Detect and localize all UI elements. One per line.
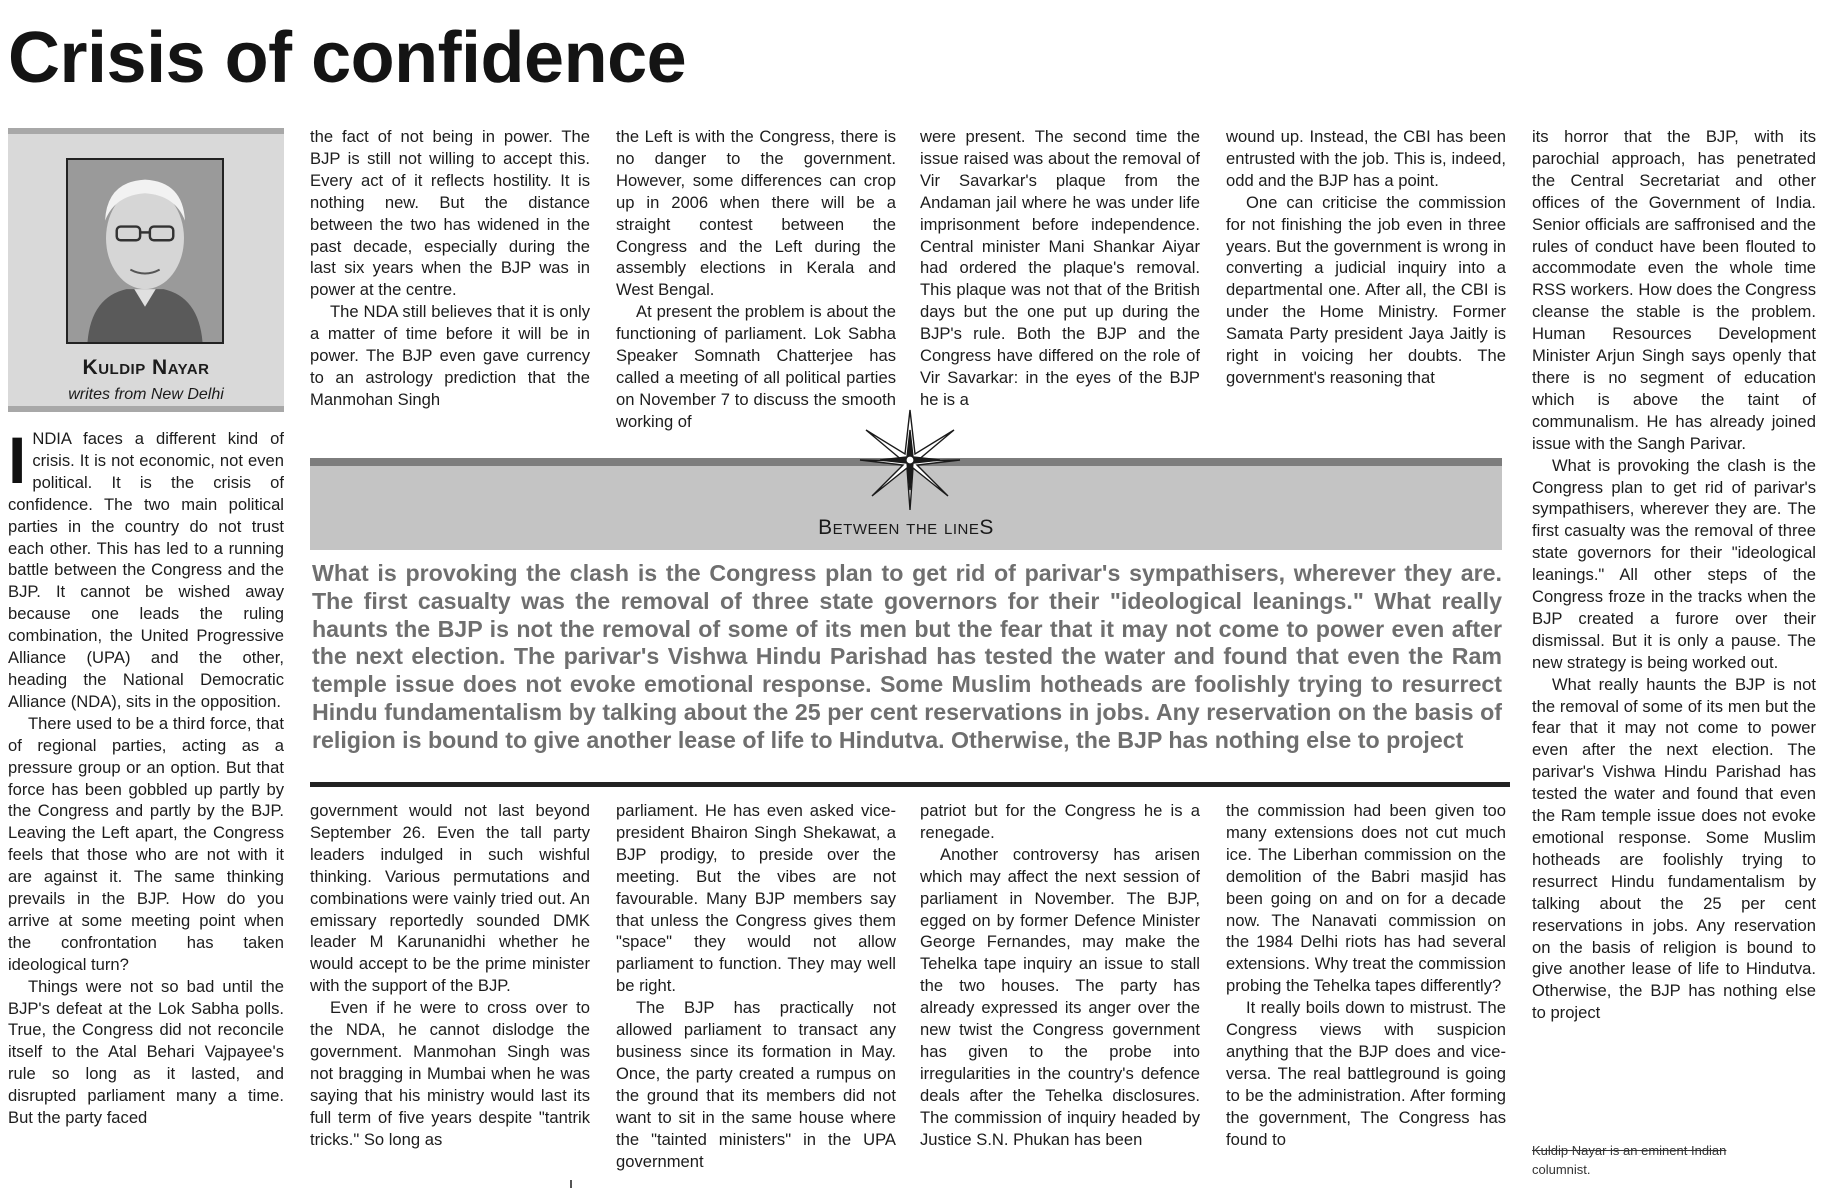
body-paragraph: Even if he were to cross over to the NDA, he cannot dislodge the government. Manmohan Singh was not bragging in Mumbai when he was saying that his ministry would last its full term of five years despite "tantrik tricks." So long as [310,998,590,1149]
body-paragraph: There used to be a third force, that of regional parties, acting as a pressure group or an option. But that force has been gobbled up partly by the Congress and partly by the BJP. Leaving the Left apart, the Congress feels that those who are not with it are against it. The same thinking prevails in the BJP. How do you arrive at some meeting point when the confrontation has taken ideological turn? [8,713,284,974]
headline: Crisis of confidence [8,18,687,98]
body-paragraph: patriot but for the Congress he is a renegade. [920,801,1200,842]
drop-cap: I [8,428,27,497]
body-paragraph: were present. The second time the issue raised was about the removal of Vir Savarkar's plaque from the Andaman jail where he was under life imprisonment before independence. Central minister Mani Shankar Aiyar had ordered the plaque's removal. This plaque was not that of the British days but the one put up during the BJP's rule. Both the BJP and the Congress have differed on the role of Vir Savarkar: in the eyes of the BJP he is a [920,127,1200,409]
author-footnote: Kuldip Nayar is an eminent Indian columnist. [1532,1143,1727,1177]
body-column-5-bottom [1226,800,1506,1180]
author-name: Kuldip Nayar [82,356,210,379]
body-paragraph: government would not last beyond September 26. Even the tall party leaders indulged in such wishful thinking. Various permutations and combinations were vainly tried out. An emissary reportedly sounded DMK leader M Karunanidhi whether he would accept to be the prime minister with the support of the BJP. [310,801,590,996]
author-photo [66,158,224,344]
body-paragraph: What is provoking the clash is the Congress plan to get rid of parivar's sympathisers, wherever they are. The first casualty was the removal of three state governors for their "ideological leanings." All other steps of the Congress froze in the tracks when the BJP created a furore over their dismissal. But it is only a pause. The new strategy is being worked out. [1532,455,1816,672]
body-column-4-top [920,126,1200,434]
body-paragraph: Things were not so bad until the BJP's defeat at the Lok Sabha polls. True, the Congress did not reconcile itself to the Atal Behari Vajpayee's rule so long as it lasted, and disrupted parliament many a time. But the party faced [8,976,284,1128]
body-paragraph: What really haunts the BJP is not the removal of some of its men but the fear that it may not come to power even after the next election. The parivar's Vishwa Hindu Parishad has tested the water and found that even the Ram temple issue does not evoke emotional response. Some Muslim hotheads are foolishly trying to resurrect Hindu fundamentalism by talking about the 25 per cent reservations in jobs. Any reservation on the basis of religion is bound to give another lease of life to Hindutva. Otherwise, the BJP has nothing else to project [1532,674,1816,1023]
body-column-4-bottom [920,800,1200,1180]
body-column-2-top [310,126,590,434]
body-paragraph: the commission had been given too many extensions does not cut much ice. The Liberhan commission on the demolition of the Babri masjid has been going on and on for a decade now. The Nanavati commission on the 1984 Delhi riots has had several extensions. Why treat the commission probing the Tehelka tapes differently? [1226,801,1506,996]
author-box [8,128,284,412]
body-column-2-bottom [310,800,590,1180]
body-paragraph: It really boils down to mistrust. The Congress views with suspicion anything that the BJP does and vice-versa. The real battleground is going to be the administration. After forming the government, The Congress has found to [1226,998,1506,1149]
body-paragraph: One can criticise the commission for not finishing the job even in three years. But the government is wrong in converting a judicial inquiry into a departmental one. After all, the CBI is under the Home Ministry. Former Samata Party president Jaya Jaitly is right in voicing her doubts. The government's reasoning that [1226,192,1506,387]
body-column-3-top [616,126,896,434]
pull-quote: What is provoking the clash is the Congress plan to get rid of parivar's sympathisers, wherever they are. The first casualty was the removal of three state governors for their "ideological leanings." What really haunts the BJP is not the removal of some of its men but the fear that it may not come to power even after the next election. The parivar's Vishwa Hindu Parishad has tested the water and found that even the Ram temple issue does not evoke emotional response. Some Muslim hotheads are foolishly trying to resurrect Hindu fundamentalism by talking about the 25 per cent reservations in jobs. Any reservation on the basis of religion is bound to give another lease of life to Hindutva. Otherwise, the BJP has nothing else to project [312,560,1502,753]
body-paragraph: parliament. He has even asked vice-president Bhairon Singh Shekawat, a BJP prodigy, to preside over the meeting. But the vibes are not favourable. Many BJP members say that unless the Congress gives them "space" they would not allow parliament to function. They may well be right. [616,801,896,996]
body-column-3-bottom [616,800,896,1180]
body-paragraph: its horror that the BJP, with its parochial approach, has penetrated the Central Secretariat and other offices of the Government of India. Senior officials are saffronised and the rules of conduct have been flouted to accommodate even the whole time RSS workers. How does the Congress cleanse the stable is the problem. Human Resources Development Minister Arjun Singh says openly that there is no segment of education which is above the taint of communalism. He has already joined issue with the Sangh Parivar. [1532,127,1816,453]
divider-rule [310,782,1510,787]
page-mark [570,1180,572,1188]
body-paragraph: the fact of not being in power. The BJP is still not willing to accept this. Every act of it reflects hostility. It is nothing new. But the distance between the two has widened in the past decade, especially during the last six years when the BJP was in power at the centre. [310,127,590,300]
body-paragraph: The BJP has practically not allowed parliament to transact any business since its formation in May. Once, the party created a rumpus on the ground that its members did not want to sit in the same house where the "tainted ministers" in the UPA government [616,998,896,1171]
body-paragraph: Another controversy has arisen which may affect the next session of parliament in November. The BJP, egged on by former Defence Minister George Fernandes, may make the Tehelka tape inquiry an issue to stall the two houses. The party has already expressed its anger over the new twist the Congress government has given to the probe into irregularities in the country's defence deals after the Tehelka disclosures. The commission of inquiry headed by Justice S.N. Phukan has been [920,844,1200,1149]
body-column-1 [8,428,284,1176]
body-paragraph: At present the problem is about the functioning of parliament. Lok Sabha Speaker Somnath Chatterjee has called a meeting of all political parties on November 7 to discuss the smooth working of [616,302,896,431]
body-paragraph: wound up. Instead, the CBI has been entrusted with the job. This is, indeed, odd and the BJP has a point. [1226,127,1506,190]
body-paragraph: INDIA faces a different kind of crisis. It is not economic, not even political. It is the crisis of confidence. The two main political parties in the country do not trust each other. This has led to a running battle between the Congress and the BJP. It cannot be wished away because one leads the ruling combination, the United Progressive Alliance (UPA) and the other, heading the National Democratic Alliance (NDA), sits in the opposition. [8,428,284,711]
column-label: Between the lineS [818,516,994,539]
author-dateline: writes from New Delhi [68,386,224,403]
body-paragraph: The NDA still believes that it is only a matter of time before it will be in power. The BJP even gave currency to an astrology prediction that the Manmohan Singh [310,302,590,409]
body-paragraph: the Left is with the Congress, there is no danger to the government. However, some differences can crop up in 2006 when there will be a straight contest between the Congress and the Left during the assembly elections in Kerala and West Bengal. [616,127,896,300]
body-column-6 [1532,126,1816,1136]
body-column-5-top [1226,126,1506,434]
star-burst-icon [856,408,964,512]
